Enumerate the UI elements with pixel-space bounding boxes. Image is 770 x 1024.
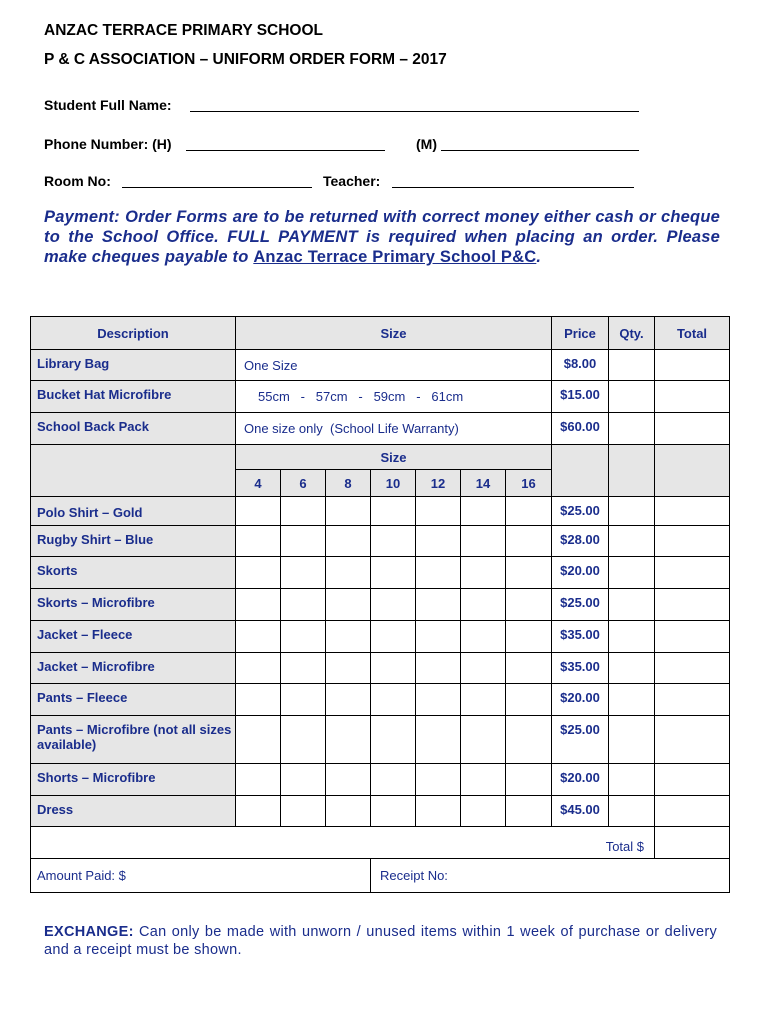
table-header-row bbox=[31, 317, 730, 350]
qty-cell[interactable] bbox=[609, 557, 655, 589]
total-cell[interactable] bbox=[655, 653, 730, 684]
size-qty-cell[interactable] bbox=[236, 796, 281, 827]
total-cell[interactable] bbox=[655, 621, 730, 653]
room-label: Room No: bbox=[44, 173, 111, 189]
table-row bbox=[31, 653, 730, 684]
size-qty-cell[interactable] bbox=[371, 621, 416, 653]
exchange-text: Can only be made with unworn / unused items within 1 week of purchase or delivery and a receipt must be shown. bbox=[44, 924, 717, 958]
qty-cell[interactable] bbox=[609, 716, 655, 764]
qty-cell[interactable] bbox=[609, 621, 655, 653]
item-price: $15.00 bbox=[552, 381, 609, 413]
total-cell[interactable] bbox=[655, 526, 730, 557]
item-name: Skorts bbox=[31, 557, 236, 589]
size-qty-cell[interactable] bbox=[506, 589, 552, 621]
qty-cell[interactable] bbox=[609, 526, 655, 557]
item-size: One size only (School Life Warranty) bbox=[236, 413, 552, 445]
size-qty-cell[interactable] bbox=[461, 653, 506, 684]
qty-cell[interactable] bbox=[609, 497, 655, 526]
col-size: Size bbox=[236, 317, 552, 350]
table-row bbox=[31, 497, 730, 526]
item-name: Jacket – Microfibre bbox=[31, 653, 236, 684]
item-name: Polo Shirt – Gold bbox=[31, 497, 236, 526]
size-4: 4 bbox=[236, 470, 281, 497]
size-qty-cell[interactable] bbox=[326, 497, 371, 526]
table-row bbox=[31, 716, 730, 764]
total-cell[interactable] bbox=[655, 589, 730, 621]
payment-payee: Anzac Terrace Primary School P&C bbox=[253, 248, 537, 266]
school-title: ANZAC TERRACE PRIMARY SCHOOL bbox=[44, 22, 324, 39]
col-total: Total bbox=[655, 317, 730, 350]
size-qty-cell[interactable] bbox=[371, 497, 416, 526]
size-qty-cell[interactable] bbox=[326, 684, 371, 716]
total-cell[interactable] bbox=[655, 557, 730, 589]
total-cell[interactable] bbox=[655, 716, 730, 764]
size-qty-cell[interactable] bbox=[416, 684, 461, 716]
size-qty-cell[interactable] bbox=[236, 557, 281, 589]
item-name: School Back Pack bbox=[31, 413, 236, 445]
size-label: Size bbox=[236, 445, 552, 470]
size-qty-cell[interactable] bbox=[506, 557, 552, 589]
size-14: 14 bbox=[461, 470, 506, 497]
payment-text: Payment: Order Forms are to be returned with correct money either cash or cheque to the School Office. FULL PAYMENT is required when placing an order. Please make cheques payable to bbox=[44, 208, 720, 266]
table-row bbox=[31, 557, 730, 589]
size-6: 6 bbox=[281, 470, 326, 497]
item-price: $35.00 bbox=[552, 621, 609, 653]
size-qty-cell[interactable] bbox=[281, 653, 326, 684]
item-size: One Size bbox=[236, 350, 552, 381]
size-qty-cell[interactable] bbox=[416, 526, 461, 557]
phone-mobile-label: (M) bbox=[416, 136, 437, 152]
size-qty-cell[interactable] bbox=[416, 653, 461, 684]
payment-row bbox=[31, 859, 730, 893]
grand-total-row bbox=[31, 827, 730, 859]
total-cell[interactable] bbox=[655, 350, 730, 381]
exchange-notice bbox=[44, 923, 717, 959]
table-row bbox=[31, 589, 730, 621]
phone-home-label: Phone Number: (H) bbox=[44, 136, 172, 152]
item-price: $25.00 bbox=[552, 716, 609, 764]
student-name-label: Student Full Name: bbox=[44, 97, 172, 113]
table-row bbox=[31, 796, 730, 827]
order-table bbox=[30, 316, 730, 893]
size-qty-cell[interactable] bbox=[506, 653, 552, 684]
size-qty-cell[interactable] bbox=[281, 621, 326, 653]
size-qty-cell[interactable] bbox=[236, 497, 281, 526]
size-qty-cell[interactable] bbox=[326, 716, 371, 764]
item-name: Pants – Microfibre (not all sizes available) bbox=[31, 716, 236, 764]
payment-text-end: . bbox=[536, 248, 542, 266]
item-name: Pants – Fleece bbox=[31, 684, 236, 716]
size-qty-cell[interactable] bbox=[506, 526, 552, 557]
total-cell[interactable] bbox=[655, 413, 730, 445]
size-qty-cell[interactable] bbox=[461, 526, 506, 557]
size-qty-cell[interactable] bbox=[461, 621, 506, 653]
qty-blank bbox=[609, 445, 655, 497]
size-qty-cell[interactable] bbox=[506, 764, 552, 796]
size-qty-cell[interactable] bbox=[281, 716, 326, 764]
total-cell[interactable] bbox=[655, 764, 730, 796]
table-row bbox=[31, 350, 730, 381]
phone-mobile-field[interactable] bbox=[441, 150, 639, 151]
size-qty-cell[interactable] bbox=[236, 716, 281, 764]
grand-total-cell[interactable] bbox=[655, 827, 730, 859]
size-header-row bbox=[31, 445, 730, 470]
size-qty-cell[interactable] bbox=[506, 796, 552, 827]
size-qty-cell[interactable] bbox=[281, 589, 326, 621]
total-blank bbox=[655, 445, 730, 497]
size-qty-cell[interactable] bbox=[371, 589, 416, 621]
total-cell[interactable] bbox=[655, 796, 730, 827]
item-size: 55cm - 57cm - 59cm - 61cm bbox=[236, 381, 552, 413]
size-qty-cell[interactable] bbox=[326, 621, 371, 653]
size-qty-cell[interactable] bbox=[371, 557, 416, 589]
size-qty-cell[interactable] bbox=[371, 764, 416, 796]
size-qty-cell[interactable] bbox=[416, 497, 461, 526]
col-qty: Qty. bbox=[609, 317, 655, 350]
size-qty-cell[interactable] bbox=[236, 764, 281, 796]
qty-cell[interactable] bbox=[609, 350, 655, 381]
size-qty-cell[interactable] bbox=[326, 764, 371, 796]
qty-cell[interactable] bbox=[609, 684, 655, 716]
size-qty-cell[interactable] bbox=[236, 684, 281, 716]
size-qty-cell[interactable] bbox=[326, 796, 371, 827]
table-row bbox=[31, 684, 730, 716]
item-price: $35.00 bbox=[552, 653, 609, 684]
size-qty-cell[interactable] bbox=[326, 557, 371, 589]
size-qty-cell[interactable] bbox=[326, 526, 371, 557]
col-description: Description bbox=[31, 317, 236, 350]
item-price: $20.00 bbox=[552, 764, 609, 796]
qty-cell[interactable] bbox=[609, 413, 655, 445]
size-10: 10 bbox=[371, 470, 416, 497]
size-qty-cell[interactable] bbox=[281, 557, 326, 589]
table-row bbox=[31, 621, 730, 653]
size-qty-cell[interactable] bbox=[326, 589, 371, 621]
table-row bbox=[31, 764, 730, 796]
size-qty-cell[interactable] bbox=[461, 589, 506, 621]
receipt-no-field[interactable]: Receipt No: bbox=[371, 859, 730, 893]
size-qty-cell[interactable] bbox=[461, 557, 506, 589]
size-qty-cell[interactable] bbox=[506, 716, 552, 764]
size-qty-cell[interactable] bbox=[416, 557, 461, 589]
size-8: 8 bbox=[326, 470, 371, 497]
item-name: Rugby Shirt – Blue bbox=[31, 526, 236, 557]
size-qty-cell[interactable] bbox=[506, 684, 552, 716]
size-qty-cell[interactable] bbox=[281, 764, 326, 796]
size-qty-cell[interactable] bbox=[371, 684, 416, 716]
qty-cell[interactable] bbox=[609, 589, 655, 621]
size-qty-cell[interactable] bbox=[416, 764, 461, 796]
teacher-label: Teacher: bbox=[323, 173, 381, 189]
item-name: Library Bag bbox=[31, 350, 236, 381]
size-qty-cell[interactable] bbox=[416, 589, 461, 621]
size-qty-cell[interactable] bbox=[461, 796, 506, 827]
size-qty-cell[interactable] bbox=[281, 497, 326, 526]
col-price: Price bbox=[552, 317, 609, 350]
qty-cell[interactable] bbox=[609, 764, 655, 796]
payment-notice bbox=[44, 207, 720, 267]
qty-cell[interactable] bbox=[609, 653, 655, 684]
size-qty-cell[interactable] bbox=[416, 796, 461, 827]
size-16: 16 bbox=[506, 470, 552, 497]
size-qty-cell[interactable] bbox=[236, 621, 281, 653]
item-price: $45.00 bbox=[552, 796, 609, 827]
size-qty-cell[interactable] bbox=[416, 621, 461, 653]
size-qty-cell[interactable] bbox=[236, 653, 281, 684]
size-qty-cell[interactable] bbox=[461, 497, 506, 526]
size-qty-cell[interactable] bbox=[461, 716, 506, 764]
teacher-field[interactable] bbox=[392, 187, 634, 188]
total-cell[interactable] bbox=[655, 684, 730, 716]
phone-home-field[interactable] bbox=[186, 150, 385, 151]
item-price: $25.00 bbox=[552, 497, 609, 526]
price-blank bbox=[552, 445, 609, 497]
item-name: Jacket – Fleece bbox=[31, 621, 236, 653]
table-row bbox=[31, 413, 730, 445]
amount-paid-field[interactable]: Amount Paid: $ bbox=[31, 859, 371, 893]
item-name: Shorts – Microfibre bbox=[31, 764, 236, 796]
size-header-blank bbox=[31, 445, 236, 497]
room-field[interactable] bbox=[122, 187, 312, 188]
total-cell[interactable] bbox=[655, 381, 730, 413]
size-qty-cell[interactable] bbox=[371, 526, 416, 557]
form-title: P & C ASSOCIATION – UNIFORM ORDER FORM – 2017 bbox=[44, 51, 447, 68]
size-qty-cell[interactable] bbox=[461, 684, 506, 716]
item-name: Skorts – Microfibre bbox=[31, 589, 236, 621]
item-price: $20.00 bbox=[552, 557, 609, 589]
item-price: $60.00 bbox=[552, 413, 609, 445]
size-12: 12 bbox=[416, 470, 461, 497]
size-qty-cell[interactable] bbox=[371, 653, 416, 684]
total-cell[interactable] bbox=[655, 497, 730, 526]
qty-cell[interactable] bbox=[609, 796, 655, 827]
table-row bbox=[31, 381, 730, 413]
size-qty-cell[interactable] bbox=[281, 796, 326, 827]
size-qty-cell[interactable] bbox=[461, 764, 506, 796]
exchange-label: EXCHANGE: bbox=[44, 924, 134, 940]
item-name: Bucket Hat Microfibre bbox=[31, 381, 236, 413]
size-qty-cell[interactable] bbox=[236, 589, 281, 621]
size-qty-cell[interactable] bbox=[506, 621, 552, 653]
item-price: $28.00 bbox=[552, 526, 609, 557]
qty-cell[interactable] bbox=[609, 381, 655, 413]
student-name-field[interactable] bbox=[190, 111, 639, 112]
size-qty-cell[interactable] bbox=[281, 684, 326, 716]
size-qty-cell[interactable] bbox=[371, 796, 416, 827]
size-qty-cell[interactable] bbox=[236, 526, 281, 557]
item-name: Dress bbox=[31, 796, 236, 827]
total-label: Total $ bbox=[31, 827, 655, 859]
table-row bbox=[31, 526, 730, 557]
size-qty-cell[interactable] bbox=[371, 716, 416, 764]
size-qty-cell[interactable] bbox=[506, 497, 552, 526]
item-price: $25.00 bbox=[552, 589, 609, 621]
size-qty-cell[interactable] bbox=[326, 653, 371, 684]
item-price: $20.00 bbox=[552, 684, 609, 716]
size-qty-cell[interactable] bbox=[281, 526, 326, 557]
item-price: $8.00 bbox=[552, 350, 609, 381]
size-qty-cell[interactable] bbox=[416, 716, 461, 764]
